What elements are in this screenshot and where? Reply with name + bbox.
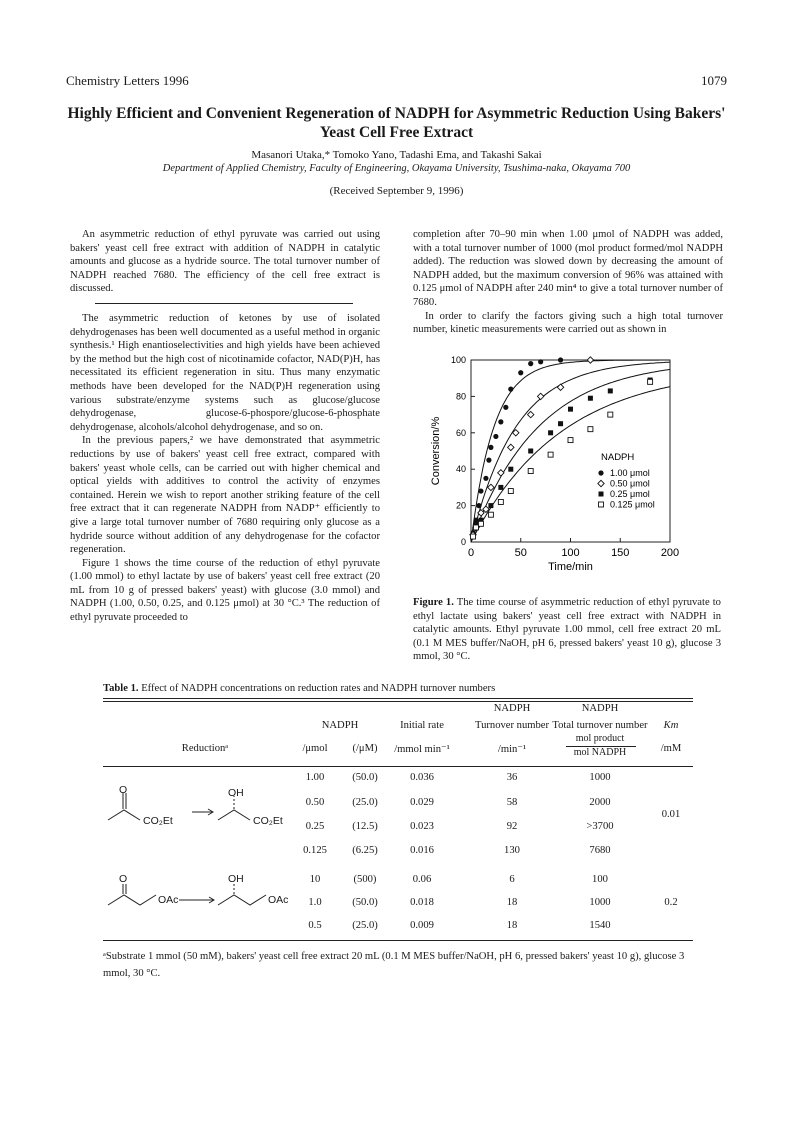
paragraph-previous: In the previous papers,² we have demonstrated that asymmetric reductions by use of bakers' yeast cell free extract, compared with bakers' yeast whole cells, can be carried out with higher chemical and optical yields with additives to control the activity of enzymes contained. Herein we wish to report another striking feature of the cell free extract that it can regenerate NADPH from NADP⁺ efficiently to give a large total turnover number of 7680 requiring only glucose as a hydride source without addition of any dehydrogenase for the cofactor regeneration. — [70, 435, 380, 556]
cell-uM: (500) — [353, 874, 377, 885]
product-ester-2: OAc — [268, 894, 289, 906]
data-point — [498, 485, 503, 490]
y-tick-label: 0 — [460, 537, 466, 547]
y-tick-label: 60 — [455, 427, 466, 438]
legend-entry: 1.00 μmol — [610, 468, 650, 478]
y-tick-label: 20 — [455, 500, 466, 511]
product-ester-1: CO₂Et — [253, 815, 283, 827]
paragraph-intro: The asymmetric reduction of ketones by use of isolated dehydrogenases has been well documented as a useful method in organic synthesis.¹ High enantioselectivities and high yields have been achieved by the method but the high cost of nicotinamide cofactor, NAD(P)H, has necessitated its efficient regeneration in situ. Thus many enzymatic methods have been developed for the NAD(P)H regeneration using various substrate/enzyme systems such as glucose/glucose dehydrogenase, glucose-6-phospore/glucose-6-phosphate dehydrogenase, alcohols/alcohol dehydrogenase, and so on. — [70, 313, 380, 433]
data-point — [537, 393, 543, 399]
data-point — [528, 469, 533, 474]
right-column-body — [413, 228, 723, 337]
legend-entry: 0.125 μmol — [610, 499, 655, 510]
acetoxy-alcohol-skeleton — [218, 895, 266, 905]
x-tick-label: 0 — [467, 547, 475, 559]
data-point — [478, 521, 483, 526]
legend-entry: 0.50 μmol — [610, 478, 650, 489]
cell-turnover: 130 — [504, 845, 520, 856]
header-umol: /μmol — [302, 743, 328, 754]
author-list: Masanori Utaka,* Tomoko Yano, Tadashi Ema, and Takashi Sakai — [251, 149, 542, 161]
header-rate-unit: /mmol min⁻¹ — [394, 744, 450, 755]
chart-points — [470, 357, 653, 539]
chart-curves — [471, 360, 670, 542]
cell-uM: (12.5) — [352, 821, 378, 832]
cell-rate: 0.016 — [410, 845, 434, 856]
data-point — [557, 384, 563, 390]
header-km: Km — [663, 720, 679, 731]
abstract: An asymmetric reduction of ethyl pyruvate was carried out using bakers' yeast cell free extract with addition of NADPH in catalytic amounts and glucose as a hydride source. The total turnover number of NADPH reached 7680. The efficiency of the cell free extract is discussed. — [70, 229, 380, 295]
data-point — [488, 503, 493, 508]
cell-total: 1000 — [589, 772, 611, 783]
data-point — [538, 359, 543, 364]
data-point — [648, 379, 653, 384]
data-point — [528, 361, 533, 366]
data-point — [598, 480, 604, 486]
ester-2: OAc — [158, 894, 179, 906]
plot-frame — [471, 360, 670, 542]
cell-total: 2000 — [589, 797, 611, 808]
figure-1-chart — [425, 350, 725, 590]
cell-turnover: 6 — [509, 874, 515, 885]
data-point — [608, 388, 613, 393]
x-tick-label: 150 — [611, 547, 630, 559]
data-point — [608, 412, 613, 417]
data-point — [488, 484, 494, 490]
cell-umol: 0.25 — [305, 821, 325, 832]
ketone-o-2: O — [119, 873, 128, 885]
data-point — [528, 411, 534, 417]
cell-turnover: 18 — [506, 920, 518, 931]
header-reduction: Reductionᵃ — [181, 743, 229, 754]
header-mol-product: mol product — [575, 733, 625, 744]
received-date: (Received September 9, 1996) — [329, 185, 464, 197]
cell-total: >3700 — [586, 821, 614, 832]
data-point — [483, 476, 488, 481]
header-nadph-total-top: NADPH — [581, 703, 619, 714]
data-point — [518, 370, 523, 375]
y-axis-label: Conversion/% — [430, 416, 442, 486]
ketone-o-1: O — [119, 784, 128, 796]
paragraph-kinetics: In order to clarify the factors giving such a high total turnover number, kinetic measurements were carried out as shown in — [413, 310, 723, 336]
figure-caption-label: Figure 1. — [413, 597, 454, 608]
data-point — [587, 357, 593, 363]
data-point — [488, 445, 493, 450]
data-point — [508, 467, 513, 472]
cell-rate: 0.036 — [410, 772, 434, 783]
table-rule-header — [103, 766, 693, 767]
data-point — [488, 512, 493, 517]
cell-umol: 10 — [309, 874, 321, 885]
data-point — [503, 405, 508, 410]
cell-uM: (25.0) — [352, 920, 378, 931]
header-nadph-turnover-top: NADPH — [493, 703, 531, 714]
cell-total: 1540 — [589, 920, 611, 931]
cell-uM: (50.0) — [352, 897, 378, 908]
cell-umol: 0.5 — [308, 920, 322, 931]
table-caption-label: Table 1. — [103, 683, 139, 694]
left-column-body — [70, 312, 380, 625]
cell-uM: (25.0) — [352, 797, 378, 808]
abstract-divider — [95, 303, 353, 304]
data-point — [548, 452, 553, 457]
header-total-turnover: Total turnover number — [552, 720, 648, 731]
header-uM: (/μM) — [352, 743, 378, 754]
cell-rate: 0.029 — [410, 797, 434, 808]
cell-turnover: 92 — [506, 821, 518, 832]
x-tick-label: 50 — [514, 547, 527, 559]
cell-km: 0.2 — [664, 897, 678, 908]
acetoxy-ketone-skeleton — [108, 895, 156, 905]
x-axis-label: Time/min — [548, 561, 593, 573]
fit-curve — [471, 360, 670, 542]
ester-1: CO₂Et — [143, 815, 173, 827]
cell-rate: 0.009 — [410, 920, 434, 931]
cell-uM: (6.25) — [352, 845, 378, 856]
data-point — [508, 489, 513, 494]
fit-curve — [471, 369, 670, 542]
fit-curve — [471, 362, 670, 542]
data-point — [599, 492, 604, 497]
cell-total: 7680 — [589, 845, 611, 856]
cell-umol: 0.125 — [303, 845, 327, 856]
cell-total: 100 — [592, 874, 608, 885]
data-point — [588, 396, 593, 401]
x-tick-label: 200 — [660, 547, 680, 559]
data-point — [508, 444, 514, 450]
alcohol-oh-1: OH — [228, 787, 244, 799]
table-rule-top2 — [103, 701, 693, 702]
alcohol-oh-2: OH — [228, 873, 244, 885]
data-point — [498, 499, 503, 504]
header-initial-rate: Initial rate — [400, 720, 444, 731]
data-point — [558, 421, 563, 426]
data-point — [508, 387, 513, 392]
table-rule-top — [103, 698, 693, 699]
y-tick-label: 100 — [450, 355, 466, 365]
paragraph-figure1: Figure 1 shows the time course of the reduction of ethyl pyruvate (1.00 mmol) to ethyl lactate by use of bakers' yeast cell free extract (20 mL from 10 g of pressed bakers' yeast) with glucose (3.0 mmol) and NADPH (1.00, 0.50, 0.25, and 0.125 μmol) at 30 °C.³ The reduction of ethyl pyruvate proceeded to — [70, 557, 380, 624]
cell-umol: 0.50 — [305, 797, 325, 808]
cell-rate: 0.023 — [410, 821, 434, 832]
figure-caption — [413, 596, 721, 664]
legend-entry: 0.25 μmol — [610, 489, 650, 499]
data-point — [568, 407, 573, 412]
data-point — [486, 458, 491, 463]
header-mol-nadph: mol NADPH — [573, 747, 627, 758]
data-point — [568, 438, 573, 443]
cell-rate: 0.06 — [412, 874, 432, 885]
data-point — [476, 503, 481, 508]
affiliation: Department of Applied Chemistry, Faculty of Engineering, Okayama University, Tsushima-naka, Okayama 700 — [162, 163, 631, 174]
page-number: 1079 — [701, 73, 727, 88]
data-point — [498, 470, 504, 476]
header-turnover-number: Turnover number — [474, 720, 550, 731]
table-rule-bottom — [103, 940, 693, 941]
table-footnote: ᵃSubstrate 1 mmol (50 mM), bakers' yeast cell free extract 20 mL (0.1 M MES buffer/NaOH, pH 6, pressed bakers' yeast 10 g), glucose 3 mmol, 30 °C. — [103, 951, 685, 979]
x-tick-label: 100 — [561, 547, 580, 559]
chart-legend — [598, 452, 655, 510]
lactate-skeleton — [218, 810, 250, 820]
legend-title: NADPH — [601, 452, 635, 463]
data-point — [588, 427, 593, 432]
data-point — [528, 449, 533, 454]
header-mM: /mM — [660, 743, 682, 754]
data-point — [498, 419, 503, 424]
data-point — [478, 488, 483, 493]
cell-turnover: 58 — [506, 797, 518, 808]
cell-turnover: 18 — [506, 897, 518, 908]
header-nadph: NADPH — [321, 720, 359, 731]
data-point — [558, 357, 563, 362]
cell-km: 0.01 — [661, 809, 681, 820]
data-point — [493, 434, 498, 439]
data-point — [470, 534, 475, 539]
figure-caption-text: The time course of asymmetric reduction of ethyl pyruvate to ethyl lactate using bakers' yeast cell free extract with NADPH in catalytic amounts. Ethyl pyruvate 1.00 mmol, cell free extract 20 mL (0.1 M MES buffer/NaOH, pH 6, pressed bakers' yeast 10 g), glucose 3 mmol, 30 °C. — [413, 597, 721, 663]
table-caption — [103, 683, 495, 694]
table-caption-text: Effect of NADPH concentrations on reduction rates and NADPH turnover numbers — [141, 683, 496, 694]
y-tick-label: 80 — [455, 391, 466, 402]
data-point — [473, 525, 478, 530]
data-point — [548, 430, 553, 435]
paragraph-completion: completion after 70–90 min when 1.00 μmol of NADPH was added, with a total turnover number of 1000 (mol product formed/mol NADPH added). The reduction was slowed down by decreasing the amount of NADPH added, but the maximum conversion of 96% was attained with 0.125 μmol of NADPH after 240 min⁴ to give a total turnover number of 7680. — [413, 229, 723, 308]
journal-name: Chemistry Letters 1996 — [66, 73, 189, 88]
reaction-schemes — [100, 780, 300, 935]
cell-total: 1000 — [589, 897, 611, 908]
cell-uM: (50.0) — [352, 772, 378, 783]
header-min-unit: /min⁻¹ — [497, 744, 527, 755]
cell-umol: 1.00 — [305, 772, 325, 783]
y-tick-label: 40 — [455, 464, 466, 475]
data-point — [598, 470, 603, 475]
pyruvate-skeleton — [108, 810, 140, 820]
article-title: Highly Efficient and Convenient Regeneration of NADPH for Asymmetric Reduction Using Bakers' Yeast Cell Free Extract — [67, 105, 726, 141]
cell-rate: 0.018 — [410, 897, 434, 908]
cell-turnover: 36 — [506, 772, 518, 783]
data-point — [599, 502, 604, 507]
cell-umol: 1.0 — [308, 897, 322, 908]
